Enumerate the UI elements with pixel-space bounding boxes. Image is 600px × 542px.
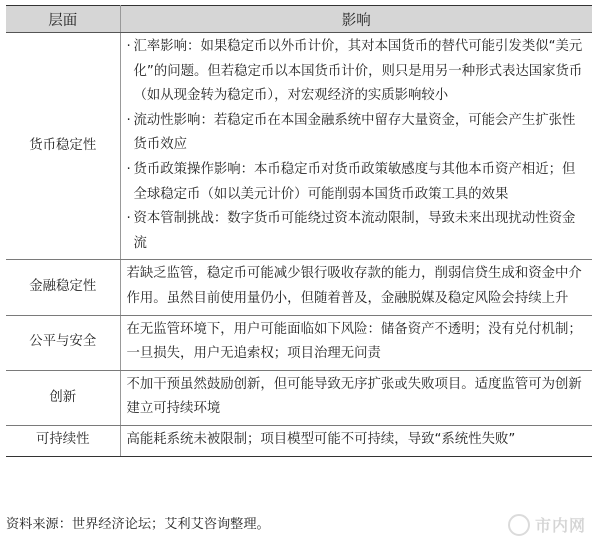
watermark-logo-icon <box>508 514 530 536</box>
impact-cell: 不加干预虽然鼓励创新，但可能导致无序扩张或失败项目。适度监管可为创新建立可持续环境 <box>120 370 592 425</box>
bullet-dot: · <box>126 211 131 227</box>
bullet-point <box>127 109 587 158</box>
layer-cell: 金融稳定性 <box>6 260 120 315</box>
header-layer: 层面 <box>6 6 120 33</box>
impact-cell: 若缺乏监管，稳定币可能减少银行吸收存款的能力，削弱信贷生成和资金中介作用。虽然目前使用量仍小，但随着普及，金融脱媒及稳定风险会持续上升 <box>120 260 592 315</box>
table-row <box>6 260 592 315</box>
bullet-dot: · <box>126 161 131 177</box>
impact-cell: 高能耗系统未被限制；项目模型可能不可持续，导致“系统性失败” <box>120 425 592 456</box>
bullet-point <box>127 35 587 109</box>
source-note: 资料来源：世界经济论坛；艾利艾咨询整理。 <box>6 517 270 532</box>
bullet-text: 流动性影响：若稳定币在本国金融系统中留存大量资金，可能会产生扩张性货币效应 <box>133 112 576 153</box>
bullet-text: 货币政策操作影响：本币稳定币对货币政策敏感度与其他本币资产相近；但全球稳定币（如以美元计价）可能削弱本国货币政策工具的效果 <box>133 161 576 202</box>
layer-cell: 可持续性 <box>6 425 120 456</box>
impact-cell: 在无监管环境下，用户可能面临如下风险：储备资产不透明；没有兑付机制；一旦损失，用户无追索权；项目治理无问责 <box>120 315 592 370</box>
layer-cell: 创新 <box>6 370 120 425</box>
table-row <box>6 370 592 425</box>
bullet-text: 资本管制挑战：数字货币可能绕过资本流动限制，导致未来出现扰动性资金流 <box>133 211 576 251</box>
document-page <box>6 5 592 457</box>
watermark-text: 市内网 <box>534 516 586 535</box>
table-header-row <box>6 6 592 33</box>
header-impact: 影响 <box>120 6 592 33</box>
bullet-point <box>127 158 587 207</box>
bullet-text: 汇率影响：如果稳定币以外币计价，其对本国货币的替代可能引发类似“美元化”的问题。但若稳定币以本国货币计价，则只是用另一种形式表达国家货币（如从现金转为稳定币），对宏观经济的实质影响较小 <box>133 39 583 104</box>
impact-table <box>6 5 592 457</box>
table-row <box>6 315 592 370</box>
bullet-dot: · <box>126 39 131 54</box>
bullet-dot: · <box>126 112 131 128</box>
layer-cell: 货币稳定性 <box>6 33 120 260</box>
impact-cell <box>120 33 592 260</box>
bullet-point <box>127 207 587 256</box>
layer-cell: 公平与安全 <box>6 315 120 370</box>
watermark <box>508 513 586 536</box>
table-row <box>6 425 592 456</box>
table-row <box>6 33 592 260</box>
